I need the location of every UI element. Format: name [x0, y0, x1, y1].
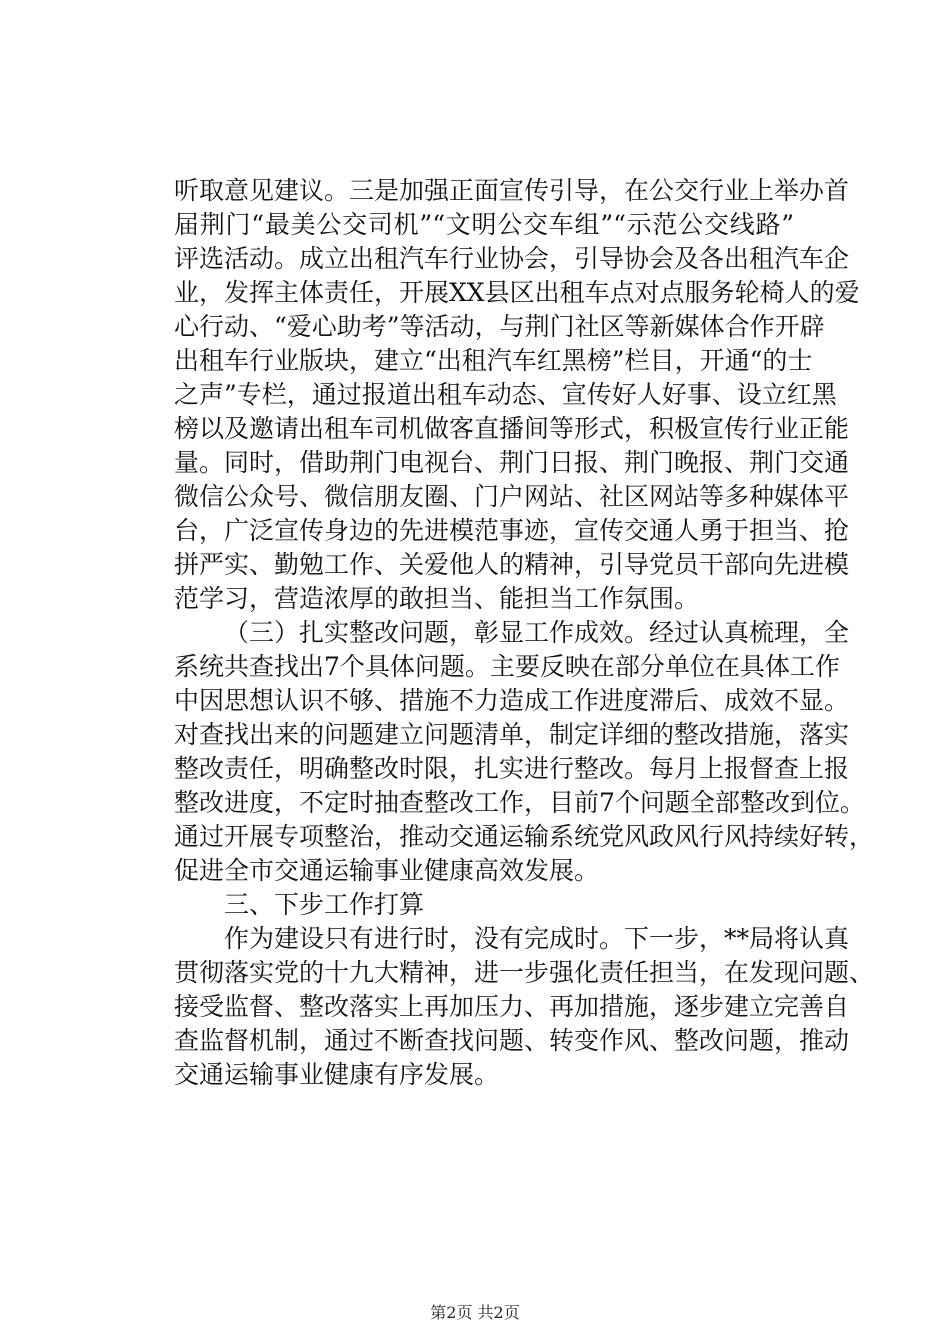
body-line: 出租车行业版块，建立“出租汽车红黑榜”栏目，开通“的士: [174, 346, 813, 375]
body-line: 之声”专栏，通过报道出租车动态、宣传好人好事、设立红黑: [174, 380, 837, 409]
body-line: 拼严实、勤勉工作、关爱他人的精神，引导党员干部向先进模: [174, 550, 850, 579]
body-line: 作为建设只有进行时，没有完成时。下一步，**局将认真: [224, 924, 850, 953]
body-line: 贯彻落实党的十九大精神，进一步强化责任担当，在发现问题、: [174, 958, 875, 987]
section-heading-line: （三）扎实整改问题，彰显工作成效。经过认真梳理，全: [224, 618, 850, 647]
body-line: 心行动、“爱心助考”等活动，与荆门社区等新媒体合作开辟: [174, 312, 825, 341]
body-line: 查监督机制，通过不断查找问题、转变作风、整改问题，推动: [174, 1026, 850, 1055]
body-line: 通过开展专项整治，推动交通运输系统党风政风行风持续好转，: [174, 822, 875, 851]
body-line: 台，广泛宣传身边的先进模范事迹，宣传交通人勇于担当、抢: [174, 516, 850, 545]
body-line: 对查找出来的问题建立问题清单，制定详细的整改措施，落实: [174, 720, 850, 749]
body-line: 范学习，营造浓厚的敢担当、能担当工作氛围。: [174, 584, 700, 613]
body-line: 整改责任，明确整改时限，扎实进行整改。每月上报督查上报: [174, 754, 850, 783]
body-line: 系统共查找出7个具体问题。主要反映在部分单位在具体工作: [174, 652, 840, 681]
body-line: 整改进度，不定时抽查整改工作，目前7个问题全部整改到位。: [174, 788, 865, 817]
body-line: 听取意见建议。三是加强正面宣传引导，在公交行业上举办首: [174, 176, 850, 205]
body-line: 榜以及邀请出租车司机做客直播间等形式，积极宣传行业正能: [174, 414, 850, 443]
body-line: 中因思想认识不够、措施不力造成工作进度滞后、成效不显。: [174, 686, 850, 715]
page-number-footer: 第2页 共2页: [430, 1303, 520, 1322]
body-line: 接受监督、整改落实上再加压力、再加措施，逐步建立完善自: [174, 992, 850, 1021]
body-line: 业，发挥主体责任，开展XX县区出租车点对点服务轮椅人的爱: [174, 278, 860, 307]
body-line: 评选活动。成立出租汽车行业协会，引导协会及各出租汽车企: [174, 244, 850, 273]
body-line: 微信公众号、微信朋友圈、门户网站、社区网站等多种媒体平: [174, 482, 850, 511]
body-line: 交通运输事业健康有序发展。: [174, 1060, 500, 1089]
body-line: 届荆门“最美公交司机”“文明公交车组”“示范公交线路”: [174, 210, 794, 239]
body-line: 促进全市交通运输事业健康高效发展。: [174, 856, 600, 885]
body-line: 量。同时，借助荆门电视台、荆门日报、荆门晚报、荆门交通: [174, 448, 850, 477]
section-heading: 三、下步工作打算: [224, 890, 425, 919]
